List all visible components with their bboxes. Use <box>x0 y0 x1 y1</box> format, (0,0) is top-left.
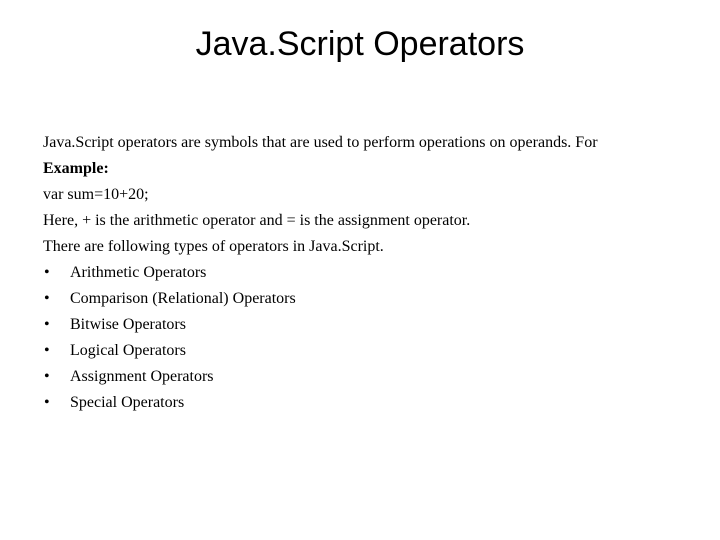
list-item-label: Logical Operators <box>70 342 186 359</box>
types-intro-text: There are following types of operators in Java.Script. <box>43 238 384 255</box>
operator-types-list <box>43 260 683 416</box>
bullet-icon: • <box>44 368 50 385</box>
slide-title: Java.Script Operators <box>195 25 525 63</box>
intro-text: Java.Script operators are symbols that are used to perform operations on operands. For <box>43 134 598 151</box>
list-item <box>43 260 683 286</box>
list-item-label: Assignment Operators <box>70 368 214 385</box>
explanation-text: Here, + is the arithmetic operator and = is the assignment operator. <box>43 212 471 229</box>
code-example: var sum=10+20; <box>43 186 149 203</box>
bullet-icon: • <box>44 290 50 307</box>
list-item-label: Bitwise Operators <box>70 316 186 333</box>
list-item-label: Special Operators <box>70 394 185 411</box>
list-item <box>43 364 683 390</box>
bullet-icon: • <box>44 264 50 281</box>
list-item-label: Comparison (Relational) Operators <box>70 290 296 307</box>
bullet-icon: • <box>44 316 50 333</box>
list-item-label: Arithmetic Operators <box>70 264 207 281</box>
slide-body <box>43 130 683 416</box>
list-item <box>43 338 683 364</box>
bullet-icon: • <box>44 342 50 359</box>
list-item <box>43 390 683 416</box>
list-item <box>43 286 683 312</box>
bullet-icon: • <box>44 394 50 411</box>
example-label: Example: <box>43 160 109 177</box>
list-item <box>43 312 683 338</box>
